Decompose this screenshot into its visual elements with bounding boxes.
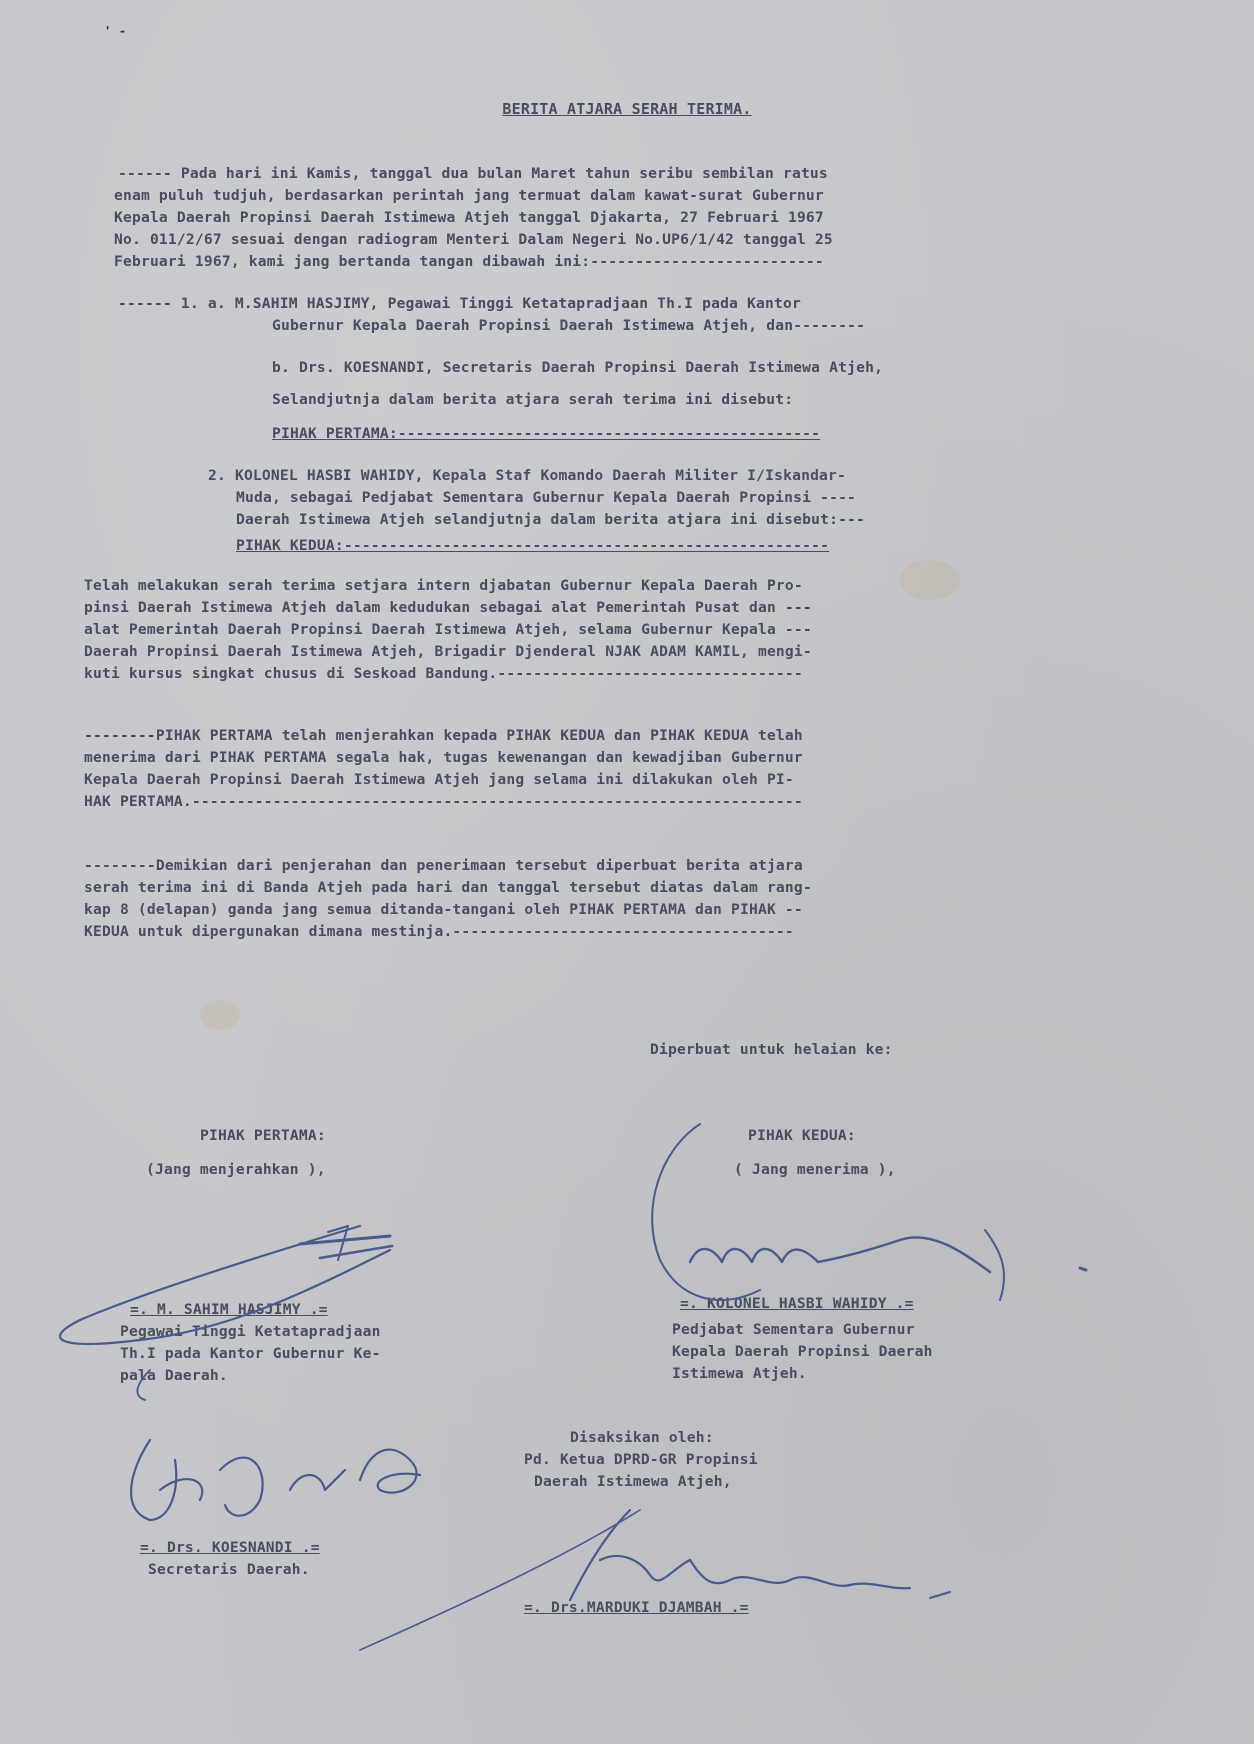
signature-koesnandi bbox=[131, 1440, 420, 1520]
party1-title-1: Pegawai Tinggi Ketatapradjaan bbox=[120, 1323, 381, 1340]
signature-party1-dash-2 bbox=[320, 1246, 392, 1258]
signature-party2-hook bbox=[985, 1230, 1004, 1300]
item2-line-1: 2. KOLONEL HASBI WAHIDY, Kepala Staf Komando Daerah Militer I/Iskandar- bbox=[208, 467, 847, 484]
signature-party2 bbox=[652, 1124, 760, 1300]
item1a-line-1: ------ 1. a. M.SAHIM HASJIMY, Pegawai Tinggi Ketatapradjaan Th.I pada Kantor bbox=[118, 295, 801, 312]
para4-line-4: KEDUA untuk dipergunakan dimana mestinja.-------------------------------------- bbox=[84, 923, 794, 940]
document-title: BERITA ATJARA SERAH TERIMA. bbox=[502, 100, 752, 118]
party2-heading: PIHAK KEDUA: bbox=[748, 1127, 856, 1144]
item1a-line-2: Gubernur Kepala Daerah Propinsi Daerah Istimewa Atjeh, dan-------- bbox=[272, 317, 866, 334]
witness-line-1: Pd. Ketua DPRD-GR Propinsi bbox=[524, 1451, 758, 1468]
para2-line-3: alat Pemerintah Daerah Propinsi Daerah Istimewa Atjeh, selama Gubernur Kepala --- bbox=[84, 621, 812, 638]
para2-line-1: Telah melakukan serah terima setjara intern djabatan Gubernur Kepala Daerah Pro- bbox=[84, 577, 803, 594]
signature-witness-tail bbox=[930, 1592, 950, 1598]
para3-line-2: menerima dari PIHAK PERTAMA segala hak, tugas kewenangan dan kewadjiban Gubernur bbox=[84, 749, 803, 766]
para1-line-4: No. 011/2/67 sesuai dengan radiogram Menteri Dalam Negeri No.UP6/1/42 tanggal 25 bbox=[114, 231, 833, 248]
signature-witness bbox=[570, 1510, 910, 1600]
party2-title-3: Istimewa Atjeh. bbox=[672, 1365, 807, 1382]
item2-line-3: Daerah Istimewa Atjeh selandjutnja dalam berita atjara ini disebut:--- bbox=[236, 511, 866, 528]
para3-line-4: HAK PERTAMA.-------------------------------------------------------------------- bbox=[84, 793, 803, 810]
item1b-line-2: Selandjutnja dalam berita atjara serah terima ini disebut: bbox=[272, 391, 794, 408]
party2-name: =. KOLONEL HASBI WAHIDY .= bbox=[680, 1295, 914, 1312]
signature-party1-tick bbox=[328, 1226, 348, 1260]
signature-koesnandi-sweep bbox=[360, 1510, 640, 1650]
paper-stain bbox=[900, 560, 960, 600]
para4-line-3: kap 8 (delapan) ganda jang semua ditanda-tangani oleh PIHAK PERTAMA dan PIHAK -- bbox=[84, 901, 803, 918]
party2-title-1: Pedjabat Sementara Gubernur bbox=[672, 1321, 915, 1338]
pihak-kedua-label: PIHAK KEDUA:------------------------------------------------------ bbox=[236, 537, 830, 554]
signature-party2-squiggle bbox=[690, 1237, 990, 1272]
corner-mark: ' - bbox=[104, 24, 127, 38]
witness-label: Disaksikan oleh: bbox=[570, 1429, 714, 1446]
witness-name: =. Drs.MARDUKI DJAMBAH .= bbox=[524, 1599, 749, 1616]
party1-role: (Jang menjerahkan ), bbox=[146, 1161, 326, 1178]
para4-line-2: serah terima ini di Banda Atjeh pada hari dan tanggal tersebut diatas dalam rang- bbox=[84, 879, 812, 896]
party1b-title: Secretaris Daerah. bbox=[148, 1561, 310, 1578]
para2-line-4: Daerah Propinsi Daerah Istimewa Atjeh, Brigadir Djenderal NJAK ADAM KAMIL, mengi- bbox=[84, 643, 812, 660]
para4-line-1: --------Demikian dari penjerahan dan penerimaan tersebut diperbuat berita atjara bbox=[84, 857, 803, 874]
para3-line-3: Kepala Daerah Propinsi Daerah Istimewa Atjeh jang selama ini dilakukan oleh PI- bbox=[84, 771, 794, 788]
witness-line-2: Daerah Istimewa Atjeh, bbox=[534, 1473, 732, 1490]
signature-party1-dash-1 bbox=[300, 1236, 390, 1244]
para1-line-5: Februari 1967, kami jang bertanda tangan dibawah ini:-------------------------- bbox=[114, 253, 824, 270]
item2-line-2: Muda, sebagai Pedjabat Sementara Gubernur Kepala Daerah Propinsi ---- bbox=[236, 489, 857, 506]
party1-heading: PIHAK PERTAMA: bbox=[200, 1127, 326, 1144]
party2-title-2: Kepala Daerah Propinsi Daerah bbox=[672, 1343, 933, 1360]
party1b-name: =. Drs. KOESNANDI .= bbox=[140, 1539, 320, 1556]
party1-title-2: Th.I pada Kantor Gubernur Ke- bbox=[120, 1345, 381, 1362]
para1-line-2: enam puluh tudjuh, berdasarkan perintah jang termuat dalam kawat-surat Gubernur bbox=[114, 187, 824, 204]
party1-name: =. M. SAHIM HASJIMY .= bbox=[130, 1301, 328, 1318]
item1b-line-1: b. Drs. KOESNANDI, Secretaris Daerah Propinsi Daerah Istimewa Atjeh, bbox=[272, 359, 884, 376]
pihak-pertama-label: PIHAK PERTAMA:----------------------------------------------- bbox=[272, 425, 821, 442]
para2-line-5: kuti kursus singkat chusus di Seskoad Bandung.---------------------------------- bbox=[84, 665, 803, 682]
party2-role: ( Jang menerima ), bbox=[734, 1161, 896, 1178]
copy-note: Diperbuat untuk helaian ke: bbox=[650, 1041, 893, 1058]
para2-line-2: pinsi Daerah Istimewa Atjeh dalam kedudukan sebagai alat Pemerintah Pusat dan --- bbox=[84, 599, 812, 616]
party1-title-3: pala Daerah. bbox=[120, 1367, 228, 1384]
para3-line-1: --------PIHAK PERTAMA telah menjerahkan kepada PIHAK KEDUA dan PIHAK KEDUA telah bbox=[84, 727, 803, 744]
para1-line-3: Kepala Daerah Propinsi Daerah Istimewa Atjeh tanggal Djakarta, 27 Februari 1967 bbox=[114, 209, 824, 226]
paper-stain bbox=[200, 1000, 240, 1030]
para1-line-1: ------ Pada hari ini Kamis, tanggal dua bulan Maret tahun seribu sembilan ratus bbox=[118, 165, 828, 182]
signature-party2-dot bbox=[1080, 1268, 1086, 1270]
